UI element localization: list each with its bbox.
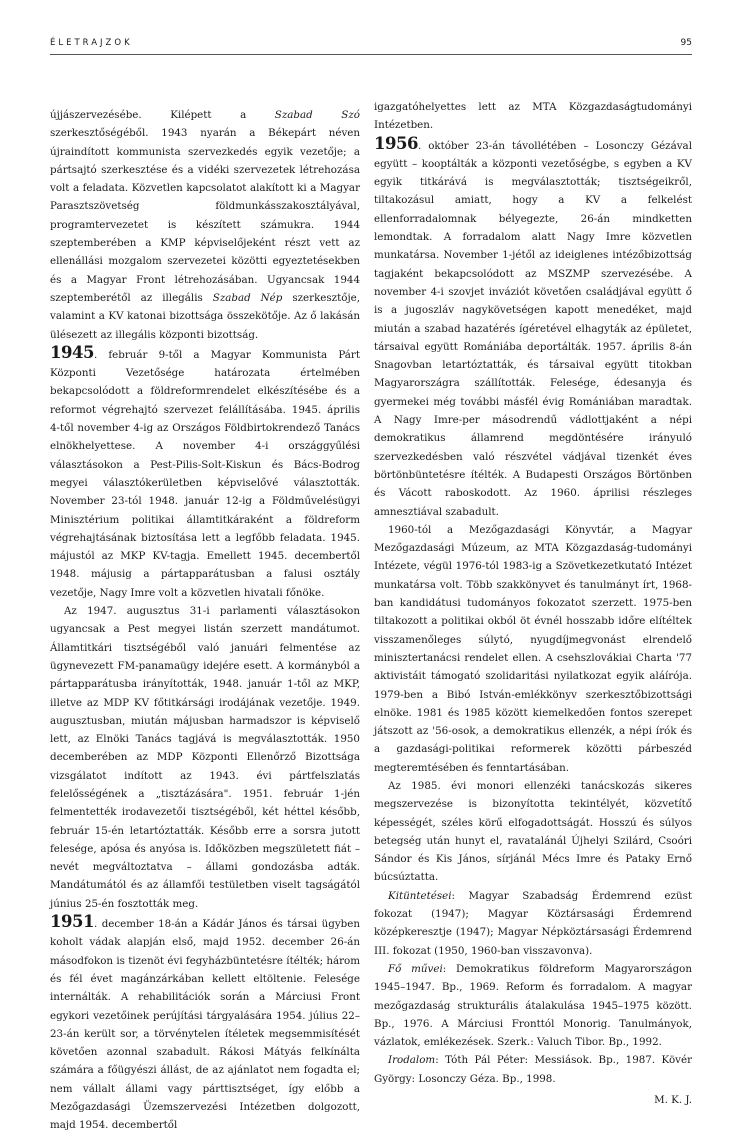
paragraph	[50, 344, 360, 602]
text: újjászervezésébe. Kilépett a	[50, 109, 275, 121]
running-head: ÉLETRAJZOK	[50, 38, 133, 48]
paragraph	[50, 913, 360, 1135]
paragraph: igazgatóhelyettes lett az MTA Közgazdaságtudományi Intézetben.	[374, 101, 692, 132]
right-column	[374, 98, 692, 1109]
year-marker: 1956	[374, 133, 418, 153]
year-marker: 1945	[50, 342, 94, 362]
label-italic: Irodalom	[388, 1054, 436, 1067]
label-italic: Fő művei	[388, 962, 443, 975]
paragraph	[50, 106, 360, 344]
text-italic: Szabad Szó	[274, 109, 360, 121]
left-column	[50, 106, 360, 1135]
paragraph: Az 1985. évi monori ellenzéki tanácskozás sikeres megszervezése is bizonyította tekintélyét, közvetítő képességét, széles körű elfogadottságát. Hosszú és súlyos betegség után hunyt el, ravatalánál Újhelyi Szilárd, Csoóri Sándor és Kis János, sírjánál Mécs Imre és Pataky Ernő búcsúztatta.	[374, 779, 692, 884]
text: szerkesztője, valamint a KV katonai bizottsága összekötője. Az ő lakásán ülésezett az illegális központi bizottság.	[50, 291, 361, 341]
text: . február 9-től a Magyar Kommunista Párt Központi Vezetősége határozata értelmében bekapcsolódott a földreformrendelet elkészítésébe és a reformot végrehajtó szervezet felállításába. 1945. április 4-től november 4-ig az Országos Földbirtokrendező Tanács elnökhelyettese. A november 4-i országgyűlési választásokon a Pest-Pilis-Solt-Kiskun és Bács-Bodrog megyei választókerületben képviselővé választották. November 23-tól 1948. január 12-ig a Földművelésügyi Minisztérium politikai államtitkáraként a földreform végrehajtásának biztosítása lett a legfőbb feladata. 1945. májustól az MKP KV-tagja. Emellett 1945. decembertől 1948. májusig a pártapparátusban a falusi osztály vezetője, Nagy Imre volt a közvetlen hivatali főnöke.	[50, 348, 360, 599]
text: : Magyar Szabadság Érdemrend ezüst fokozat (1947); Magyar Köztársasági Érdemrend középkeresztje (1947); Magyar Népköztársasági Érdemrend III. fokozat (1950, 1960-ban visszavonva).	[374, 889, 692, 957]
paragraph	[374, 960, 692, 1051]
text-italic: Szabad Nép	[212, 291, 283, 304]
text: : Tóth Pál Péter: Messiások. Bp., 1987. Kövér György: Losonczy Géza. Bp., 1998.	[374, 1054, 692, 1085]
text: . december 18-án a Kádár János és társai ügyben koholt vádak alapján első, majd 1952. december 26-án másodfokon is tizenöt évi fegyházbüntetésre ítélték; három és fél évet magánzárkában kellett eltöltenie. Felesége internálták. A rehabilitációk során a Márciusi Front egykori vezetőinek perújítási tárgyalására 1954. július 22–23-án került sor, a törvénytelen ítéletek megsemmisítését követően azonnal szabadult. Rákosi Mátyás felkínálta számára a főügyészi állást, de az ajánlatot nem fogadta el; nem vállalt állami vagy párttisztséget, így előbb a Mezőgazdasági Üzemszervezési Intézetben dolgozott, majd 1954. decembertől	[50, 918, 360, 1132]
paragraph	[374, 135, 692, 521]
author-signature: M. K. J.	[654, 1094, 692, 1107]
page-header	[50, 38, 692, 55]
text: szerkesztőségéből. 1943 nyarán a Békepárt néven újraindított kommunista szervezkedés egyik vezetője; a pártsajtó szerkesztése és a vidéki szervezetek létrehozása volt a feladata. Közvetlen kapcsolatot alakított ki a Magyar Parasztszövetség földmunkásszakosztályával, programtervezetet is készített számukra. 1944 szeptemberében a KMP képviselőjeként részt vett az ellenállási mozgalom szervezetei közötti egyeztetésekben és a Magyar Front létrehozásában. Ugyancsak 1944 szeptemberétől az illegális	[50, 127, 360, 304]
text: : Demokratikus földreform Magyarországon 1945–1947. Bp., 1969. Reform és forradalom. A magyar mezőgazdaság strukturális átalakulása 1945–1975 között. Bp., 1976. A Márciusi Fronttól Monorig. Tanulmányok, vázlatok, emlékezések. Szerk.: Valuch Tibor. Bp., 1992.	[374, 962, 693, 1049]
text: . október 23-án távollétében – Losonczy Gézával együtt – kooptálták a központi vezetőségbe, s egyben a KV egyik titkárává is megválasztották; tisztségeikről, tiltakozásul amiatt, hogy a KV a felkelést ellenforradalomnak bélyegezte, 26-án mindketten lemondtak. A forradalom alatt Nagy Imre közvetlen munkatársa. November 1-jétől az ideiglenes intézőbizottság tagjaként bekapcsolódott az MSZMP szervezésébe. A november 4-i szovjet inváziót követően családjával együtt ő is a jugoszláv nagykövetségen kapott menedéket, majd miután a szabad hazatérés ígéretével elhagyták az épületet, társaival együtt Romániába deportálták. 1957. április 8-án Snagovban letartóztatták, és társaival együtt titokban Magyarországra szállították. Felesége, édesanyja és gyermekei még további másfél évig Romániában maradtak. A Nagy Imre-per másodrendű vádlottjaként a népi demokratikus államrend megdöntésére irányuló szervezkedésben való részvétel vádjával tizenkét éves börtönbüntetésre ítélték. A Budapesti Országos Börtönben és Vácott raboskodott. Az 1960. áprilisi részleges amnesztiával szabadult.	[374, 139, 692, 518]
label-italic: Kitüntetései	[388, 889, 452, 902]
paragraph: Az 1947. augusztus 31-i parlamenti választásokon ugyancsak a Pest megyei listán szerzett mandátumot. Államtitkári tisztségéből való januári felmentése az ügynevezett FM-panamaügy idejére esett. A kormányból a pártapparátusba irányították, 1948. január 1-től az MKP, illetve az MDP KV főtitkársági irodájának vezetője. 1949. augusztusban, miután májusban harmadszor is képviselő lett, az Elnöki Tanács tagjává is megválasztották. 1950 decemberében az MDP Központi Ellenőrző Bizottsága vizsgálatot indított az 1943. évi pártfelszlatás felelősségének a „tisztázására". 1951. február 1-jén felmentették irodavezetői tisztségéből, két héttel később, február 15-én letartóztatták. Később erre a sorsra jutott felesége, apósa és anyósa is. Időközben megszületett fiát – nevét megváltoztatva – állami gondozásba adták. Mandátumától és az államfői testületben viselt tagságától június 25-én fosztották meg.	[50, 605, 360, 910]
paragraph	[374, 1051, 692, 1088]
year-marker: 1951	[50, 912, 94, 932]
paragraph: 1960-tól a Mezőgazdasági Könyvtár, a Magyar Mezőgazdasági Múzeum, az MTA Közgazdaság-tudományi Intézete, végül 1976-tól 1983-ig a Szövetkezetkutató Intézet munkatársa volt. Több szakkönyvet és tanulmányt írt, 1968-ban kandidátusi tudományos fokozatot szerzett. 1975-ben tiltakozott a politikai okból öt évnél hosszabb időre elítéltek visszamenőleges súlytó, nyugdíjmegvonást elrendelő minisztertanácsi rendelet ellen. A csehszlovákiai Charta '77 aktivistáit támogató szolidaritási nyilatkozat egyik aláírója. 1979-ben a Bibó István-emlékkönyv szerkesztőbizottsági elnöke. 1981 és 1985 között kiemelkedően fontos szerepet játszott az '56-osok, a demokratikus ellenzék, a népi írók és a gazdasági-politikai reformerek közötti párbeszéd megteremtésében és fenntartásában.	[374, 523, 692, 774]
page-number: 95	[680, 38, 692, 48]
paragraph	[374, 887, 692, 960]
